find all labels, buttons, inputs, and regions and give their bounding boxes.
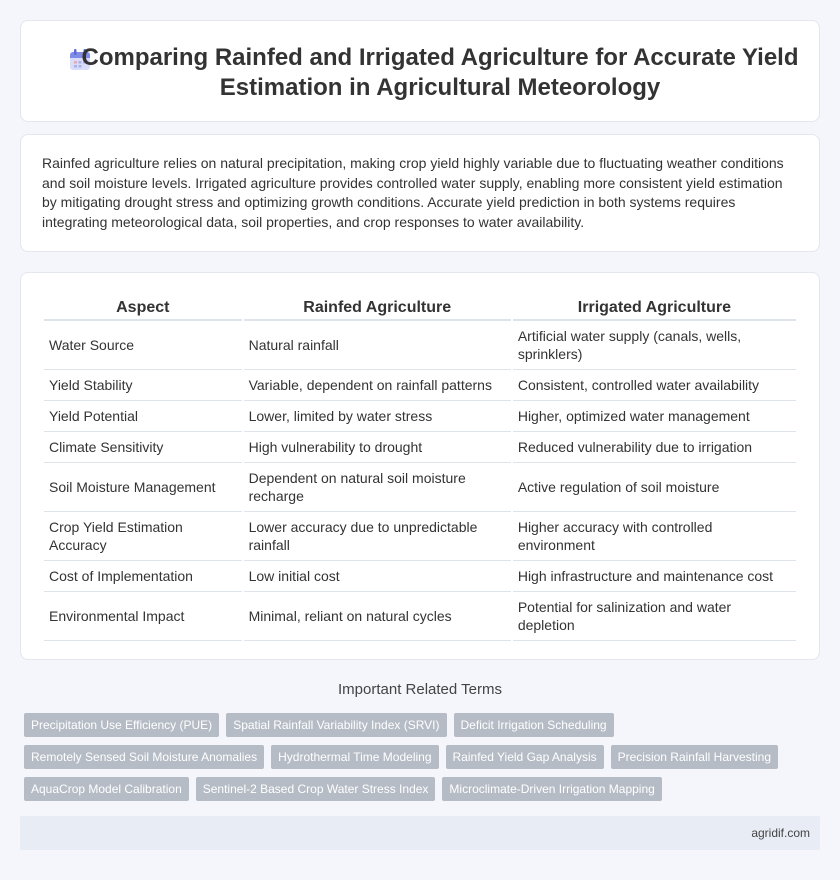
- cell-aspect: Crop Yield Estimation Accuracy: [44, 512, 242, 561]
- cell-aspect: Yield Stability: [44, 370, 242, 401]
- table-row: [44, 401, 796, 432]
- comparison-table-card: [20, 272, 820, 660]
- cell-aspect: Environmental Impact: [44, 592, 242, 641]
- cell-rainfed: Low initial cost: [244, 561, 511, 592]
- table-row: [44, 432, 796, 463]
- related-terms-tags: [24, 713, 804, 809]
- table-row: [44, 561, 796, 592]
- title-card: [20, 20, 820, 122]
- cell-rainfed: Minimal, reliant on natural cycles: [244, 592, 511, 641]
- term-tag[interactable]: Deficit Irrigation Scheduling: [454, 713, 614, 737]
- header-irrigated: Irrigated Agriculture: [513, 297, 796, 321]
- intro-card: [20, 134, 820, 252]
- cell-irrigated: Active regulation of soil moisture: [513, 463, 796, 512]
- cell-irrigated: Reduced vulnerability due to irrigation: [513, 432, 796, 463]
- cell-rainfed: Lower accuracy due to unpredictable rainfall: [244, 512, 511, 561]
- table-row: [44, 370, 796, 401]
- header-rainfed: Rainfed Agriculture: [244, 297, 511, 321]
- cell-rainfed: High vulnerability to drought: [244, 432, 511, 463]
- cell-irrigated: High infrastructure and maintenance cost: [513, 561, 796, 592]
- comparison-table: [42, 297, 798, 641]
- related-terms-heading: Important Related Terms: [338, 681, 502, 698]
- cell-aspect: Water Source: [44, 321, 242, 370]
- term-tag[interactable]: Sentinel-2 Based Crop Water Stress Index: [196, 777, 436, 801]
- cell-irrigated: Artificial water supply (canals, wells, sprinklers): [513, 321, 796, 370]
- header-aspect: Aspect: [44, 297, 242, 321]
- cell-irrigated: Consistent, controlled water availability: [513, 370, 796, 401]
- cell-aspect: Yield Potential: [44, 401, 242, 432]
- table-row: [44, 512, 796, 561]
- cell-irrigated: Higher, optimized water management: [513, 401, 796, 432]
- term-tag[interactable]: Hydrothermal Time Modeling: [271, 745, 438, 769]
- footer: [20, 816, 820, 850]
- term-tag[interactable]: AquaCrop Model Calibration: [24, 777, 189, 801]
- term-tag[interactable]: Precision Rainfall Harvesting: [611, 745, 778, 769]
- cell-irrigated: Higher accuracy with controlled environment: [513, 512, 796, 561]
- table-row: [44, 321, 796, 370]
- site-name[interactable]: agridif.com: [751, 826, 810, 840]
- cell-rainfed: Natural rainfall: [244, 321, 511, 370]
- cell-aspect: Cost of Implementation: [44, 561, 242, 592]
- term-tag[interactable]: Precipitation Use Efficiency (PUE): [24, 713, 219, 737]
- cell-rainfed: Lower, limited by water stress: [244, 401, 511, 432]
- page-title: Comparing Rainfed and Irrigated Agriculture for Accurate Yield Estimation in Agricultural Meteorology: [81, 44, 799, 101]
- table-row: [44, 592, 796, 641]
- cell-rainfed: Variable, dependent on rainfall patterns: [244, 370, 511, 401]
- table-row: [44, 463, 796, 512]
- term-tag[interactable]: Spatial Rainfall Variability Index (SRVI): [226, 713, 446, 737]
- cell-aspect: Climate Sensitivity: [44, 432, 242, 463]
- cell-irrigated: Potential for salinization and water depletion: [513, 592, 796, 641]
- term-tag[interactable]: Remotely Sensed Soil Moisture Anomalies: [24, 745, 264, 769]
- cell-rainfed: Dependent on natural soil moisture recharge: [244, 463, 511, 512]
- intro-paragraph: Rainfed agriculture relies on natural precipitation, making crop yield highly variable due to fluctuating weather conditions and soil moisture levels. Irrigated agriculture provides controlled water supply, enabling more consistent yield estimation by mitigating drought stress and optimizing growth conditions. Accurate yield prediction in both systems requires integrating meteorological data, soil properties, and crop responses to water availability.: [42, 155, 784, 230]
- term-tag[interactable]: Rainfed Yield Gap Analysis: [446, 745, 604, 769]
- term-tag[interactable]: Microclimate-Driven Irrigation Mapping: [442, 777, 661, 801]
- cell-aspect: Soil Moisture Management: [44, 463, 242, 512]
- table-header-row: [44, 297, 796, 321]
